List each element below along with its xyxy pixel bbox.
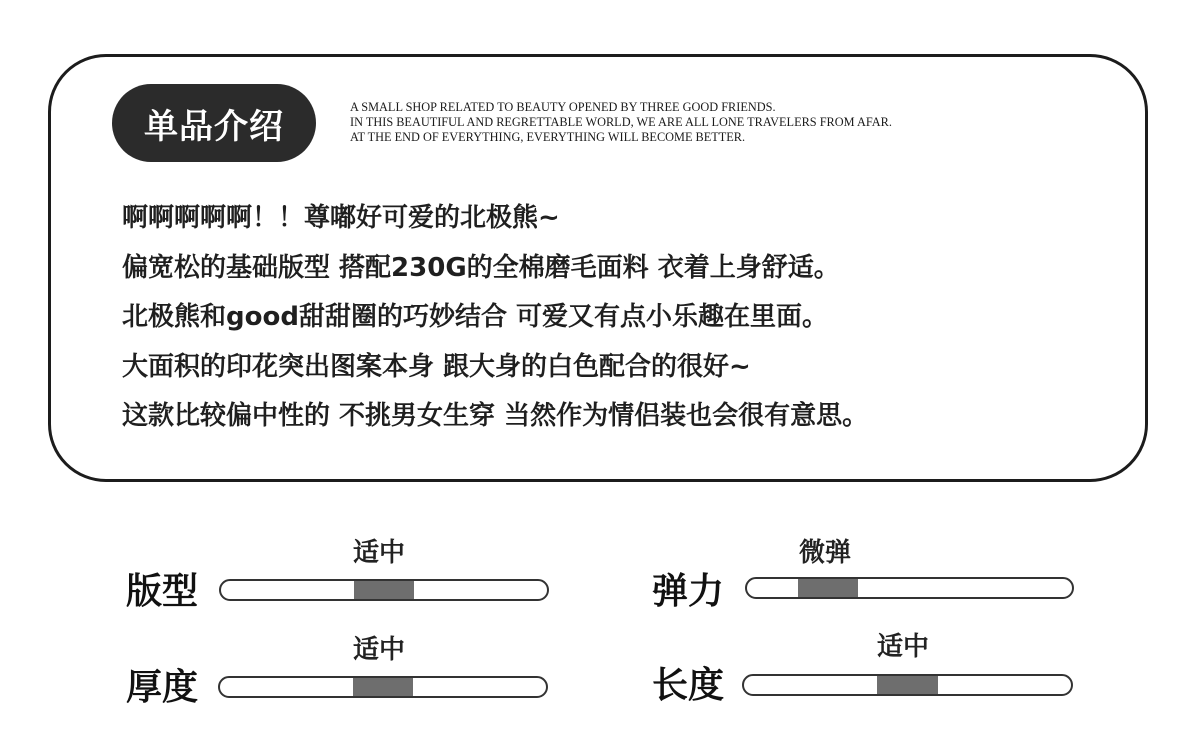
metric-bar-fit xyxy=(219,579,549,601)
metric-value-fit: 适中 xyxy=(353,538,406,568)
metric-bar-fill-length xyxy=(877,676,937,694)
metric-label-thickness: 厚度 xyxy=(126,667,199,708)
tagline-line: IN THIS BEAUTIFUL AND REGRETTABLE WORLD, WE ARE ALL LONE TRAVELERS FROM AFAR. xyxy=(350,115,892,129)
metric-bar-elasticity xyxy=(745,577,1074,599)
metric-value-thickness: 适中 xyxy=(353,635,406,665)
metric-bar-length xyxy=(742,674,1073,696)
tagline-line: AT THE END OF EVERYTHING, EVERYTHING WILL BECOME BETTER. xyxy=(350,130,746,144)
metric-bar-fill-elasticity xyxy=(798,579,858,597)
metric-bar-fill-thickness xyxy=(353,678,413,696)
tagline-line: A SMALL SHOP RELATED TO BEAUTY OPENED BY THREE GOOD FRIENDS. xyxy=(350,100,776,114)
metric-value-length: 适中 xyxy=(877,632,930,662)
description-line: 偏宽松的基础版型 搭配230G的全棉磨毛面料 衣着上身舒适。 xyxy=(122,252,840,283)
metric-bar-thickness xyxy=(218,676,548,698)
description-line: 大面积的印花突出图案本身 跟大身的白色配合的很好~ xyxy=(122,351,751,382)
description-line: 啊啊啊啊啊！！尊嘟好可爱的北极熊~ xyxy=(122,203,560,233)
metric-label-elasticity: 弹力 xyxy=(652,571,725,612)
metric-label-fit: 版型 xyxy=(126,571,199,612)
metric-label-length: 长度 xyxy=(652,665,725,706)
metric-bar-fill-fit xyxy=(354,581,414,599)
product-description xyxy=(122,194,868,442)
section-title-badge xyxy=(112,84,316,162)
description-line: 这款比较偏中性的 不挑男女生穿 当然作为情侣装也会很有意思。 xyxy=(122,401,869,431)
description-line: 北极熊和good甜甜圈的巧妙结合 可爱又有点小乐趣在里面。 xyxy=(122,302,828,332)
brand-tagline xyxy=(350,100,892,145)
section-title: 单品介绍 xyxy=(144,106,284,147)
metric-value-elasticity: 微弹 xyxy=(799,538,852,568)
